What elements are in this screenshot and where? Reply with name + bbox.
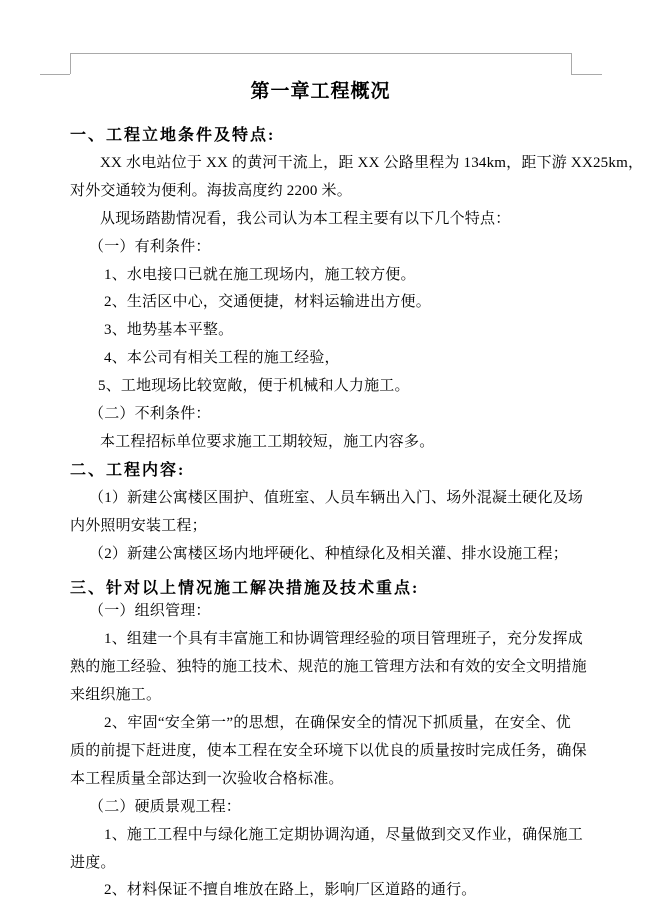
text-line: 来组织施工。 (70, 687, 162, 704)
text-line: 4、本公司有相关工程的施工经验， (104, 350, 340, 367)
text-line: 5、工地现场比较宽敞，便于机械和人力施工。 (98, 378, 410, 395)
page-margin-corner-right-vert (571, 53, 572, 74)
text-line: 1、组建一个具有丰富施工和协调管理经验的项目管理班子，充分发挥成 (104, 631, 583, 648)
document-body (70, 122, 644, 905)
text-line: 对外交通较为便利。海拔高度约 2200 米。 (70, 182, 352, 199)
section-heading: 三、针对以上情况施工解决措施及技术重点: (70, 579, 420, 597)
text-line: 熟的施工经验、独特的施工技术、规范的施工管理方法和有效的安全文明措施 (70, 659, 587, 676)
text-line: 2、牢固“安全第一”的思想，在确保安全的情况下抓质量，在安全、优 (104, 715, 571, 732)
text-line: 2、材料保证不擅自堆放在路上，影响厂区道路的通行。 (104, 882, 477, 899)
text-line: 从现场踏勘情况看，我公司认为本工程主要有以下几个特点： (100, 210, 511, 227)
text-line: （1）新建公寓楼区围护、值班室、人员车辆出入门、场外混凝土硬化及场 (89, 489, 584, 506)
text-line: （一）组织管理： (89, 603, 211, 620)
text-line: 质的前提下赶进度，使本工程在安全环境下以优良的质量按时完成任务，确保 (70, 742, 587, 759)
text-line: 1、水电接口已就在施工现场内，施工较方便。 (104, 266, 416, 283)
page-margin-corner-left-horz (40, 74, 70, 75)
text-line: 本工程招标单位要求施工工期较短，施工内容多。 (100, 433, 435, 450)
text-line: 2、生活区中心，交通便捷，材料运输进出方便。 (104, 294, 431, 311)
page-margin-corner-left-vert (70, 53, 71, 74)
text-line: （二）硬质景观工程： (89, 798, 242, 815)
section-heading: 一、工程立地条件及特点: (70, 127, 276, 144)
text-line: （一）有利条件： (89, 238, 211, 255)
text-line: 1、施工工程中与绿化施工定期协调沟通，尽量做到交叉作业，确保施工 (104, 826, 583, 843)
text-line: 本工程质量全部达到一次验收合格标准。 (70, 770, 344, 787)
page-margin-top-rule (70, 53, 571, 54)
text-line: 进度。 (70, 854, 116, 871)
page-margin-corner-right-horz (571, 74, 602, 75)
text-line: 3、地势基本平整。 (104, 322, 234, 339)
text-line: （2）新建公寓楼区场内地坪硬化、种植绿化及相关灌、排水设施工程； (89, 545, 568, 562)
text-line: XX 水电站位于 XX 的黄河干流上，距 XX 公路里程为 134km，距下游 XX25km， (100, 154, 644, 171)
text-line: （二）不利条件： (89, 406, 211, 423)
chapter-title: 第一章工程概况 (250, 81, 391, 102)
section-heading: 二、工程内容: (70, 461, 186, 479)
text-line: 内外照明安装工程； (70, 517, 207, 534)
document-page (70, 77, 644, 905)
